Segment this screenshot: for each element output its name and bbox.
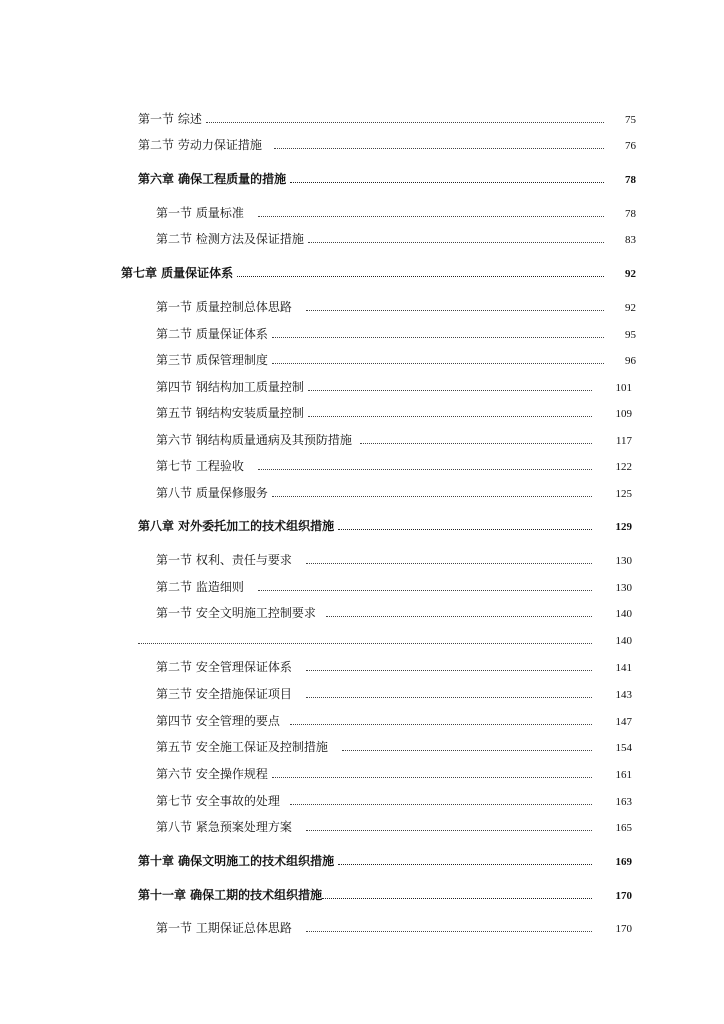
toc-entry-title: 第十一章 确保工期的技术组织措施 [138,888,323,902]
dot-leader [306,919,592,932]
toc-entry-page: 125 [615,488,632,500]
toc-entry[interactable] [156,765,632,783]
dot-leader [308,378,592,391]
toc-entry[interactable] [138,886,632,904]
dot-leader [308,230,604,243]
toc-entry-title: 第六节 安全操作规程 [156,767,268,781]
toc-entry-page: 122 [615,461,632,473]
toc-entry-page: 130 [615,582,632,594]
toc-entry-page: 165 [615,822,632,834]
dot-leader [272,325,604,338]
toc-entry[interactable] [156,457,632,475]
toc-entry[interactable] [156,204,636,222]
toc-entry-page: 109 [615,408,632,420]
toc-entry-page: 76 [625,140,636,152]
toc-entry-title: 第三节 安全措施保证项目 [156,687,292,701]
dot-leader [237,264,604,277]
dot-leader [326,604,592,617]
toc-entry[interactable] [138,136,636,154]
toc-entry[interactable] [156,351,636,369]
toc-entry-title: 第一节 质量标准 [156,206,244,220]
toc-entry-page: 117 [615,435,632,447]
toc-entry-title: 第七节 工程验收 [156,459,244,473]
toc-entry-page: 141 [615,662,632,674]
toc-entry-title: 第三节 质保管理制度 [156,353,268,367]
toc-entry-page: 170 [615,890,632,902]
toc-entry[interactable] [138,517,632,535]
toc-entry-title: 第二节 监造细则 [156,580,244,594]
toc-entry[interactable] [156,604,632,622]
dot-leader [138,631,592,644]
toc-entry[interactable] [156,378,632,396]
toc-entry[interactable] [138,631,632,649]
dot-leader [258,204,604,217]
toc-entry[interactable] [156,792,632,810]
dot-leader [272,765,592,778]
dot-leader [322,886,592,899]
toc-entry-page: 92 [625,302,636,314]
toc-entry-title: 第八节 质量保修服务 [156,486,268,500]
toc-entry-title: 第一节 权利、责任与要求 [156,553,292,567]
toc-entry[interactable] [156,404,632,422]
toc-entry-title: 第一节 质量控制总体思路 [156,300,292,314]
dot-leader [272,351,604,364]
toc-entry-page: 161 [615,769,632,781]
toc-entry-page: 147 [615,716,632,728]
toc-entry-title: 第七节 安全事故的处理 [156,794,280,808]
toc-entry[interactable] [156,431,632,449]
toc-entry-page: 101 [615,382,632,394]
dot-leader [206,110,604,123]
dot-leader [258,457,592,470]
toc-entry-title: 第五节 安全施工保证及控制措施 [156,740,328,754]
toc-entry-title: 第一节 综述 [138,112,202,126]
toc-entry[interactable] [156,230,636,248]
toc-entry-page: 163 [615,796,632,808]
toc-entry[interactable] [156,298,636,316]
toc-entry-page: 83 [625,234,636,246]
dot-leader [290,712,592,725]
dot-leader [306,658,592,671]
toc-entry-page: 169 [615,856,632,868]
toc-entry-title: 第四节 安全管理的要点 [156,714,280,728]
dot-leader [274,136,604,149]
toc-entry[interactable] [156,818,632,836]
toc-entry-page: 140 [615,608,632,620]
toc-entry-page: 78 [625,208,636,220]
toc-entry-page: 78 [625,174,636,186]
toc-entry-page: 75 [625,114,636,126]
dot-leader [342,738,592,751]
dot-leader [306,685,592,698]
dot-leader [306,551,592,564]
toc-entry[interactable] [156,919,632,937]
dot-leader [290,170,604,183]
toc-entry-title: 第二节 检测方法及保证措施 [156,232,304,246]
toc-entry-title: 第八章 对外委托加工的技术组织措施 [138,519,335,533]
toc-entry-page: 129 [615,521,632,533]
toc-entry-title: 第八节 紧急预案处理方案 [156,820,292,834]
dot-leader [258,578,592,591]
toc-entry-title: 第二节 质量保证体系 [156,327,268,341]
toc-entry-title: 第七章 质量保证体系 [121,266,234,280]
toc-entry-page: 96 [625,355,636,367]
toc-entry[interactable] [156,658,632,676]
toc-entry[interactable] [121,264,636,282]
dot-leader [306,818,592,831]
toc-entry-title: 第六章 确保工程质量的措施 [138,172,287,186]
toc-entry-title: 第二节 劳动力保证措施 [138,138,262,152]
toc-entry-page: 154 [615,742,632,754]
toc-entry-page: 92 [625,268,636,280]
dot-leader [360,431,592,444]
toc-entry[interactable] [156,578,632,596]
dot-leader [290,792,592,805]
dot-leader [272,484,592,497]
dot-leader [306,298,604,311]
toc-entry-title: 第一节 安全文明施工控制要求 [156,606,316,620]
toc-entry-title: 第四节 钢结构加工质量控制 [156,380,304,394]
dot-leader [338,517,592,530]
toc-entry[interactable] [156,738,632,756]
toc-entry[interactable] [156,551,632,569]
toc-entry-page: 143 [615,689,632,701]
toc-entry[interactable] [156,712,632,730]
toc-entry-page: 95 [625,329,636,341]
toc-entry[interactable] [156,325,636,343]
toc-entry-title: 第二节 安全管理保证体系 [156,660,292,674]
toc-entry-title: 第一节 工期保证总体思路 [156,921,292,935]
toc-entry-title: 第十章 确保文明施工的技术组织措施 [138,854,335,868]
toc-entry-title: 第六节 钢结构质量通病及其预防措施 [156,433,352,447]
toc-entry[interactable] [156,685,632,703]
dot-leader [308,404,592,417]
toc-entry[interactable] [138,170,636,188]
toc-entry[interactable] [156,484,632,502]
toc-entry[interactable] [138,852,632,870]
toc-entry-title: 第五节 钢结构安装质量控制 [156,406,304,420]
toc-entry-page: 140 [615,635,632,647]
dot-leader [338,852,592,865]
toc-entry-page: 130 [615,555,632,567]
toc-entry[interactable] [138,110,636,128]
toc-entry-page: 170 [615,923,632,935]
